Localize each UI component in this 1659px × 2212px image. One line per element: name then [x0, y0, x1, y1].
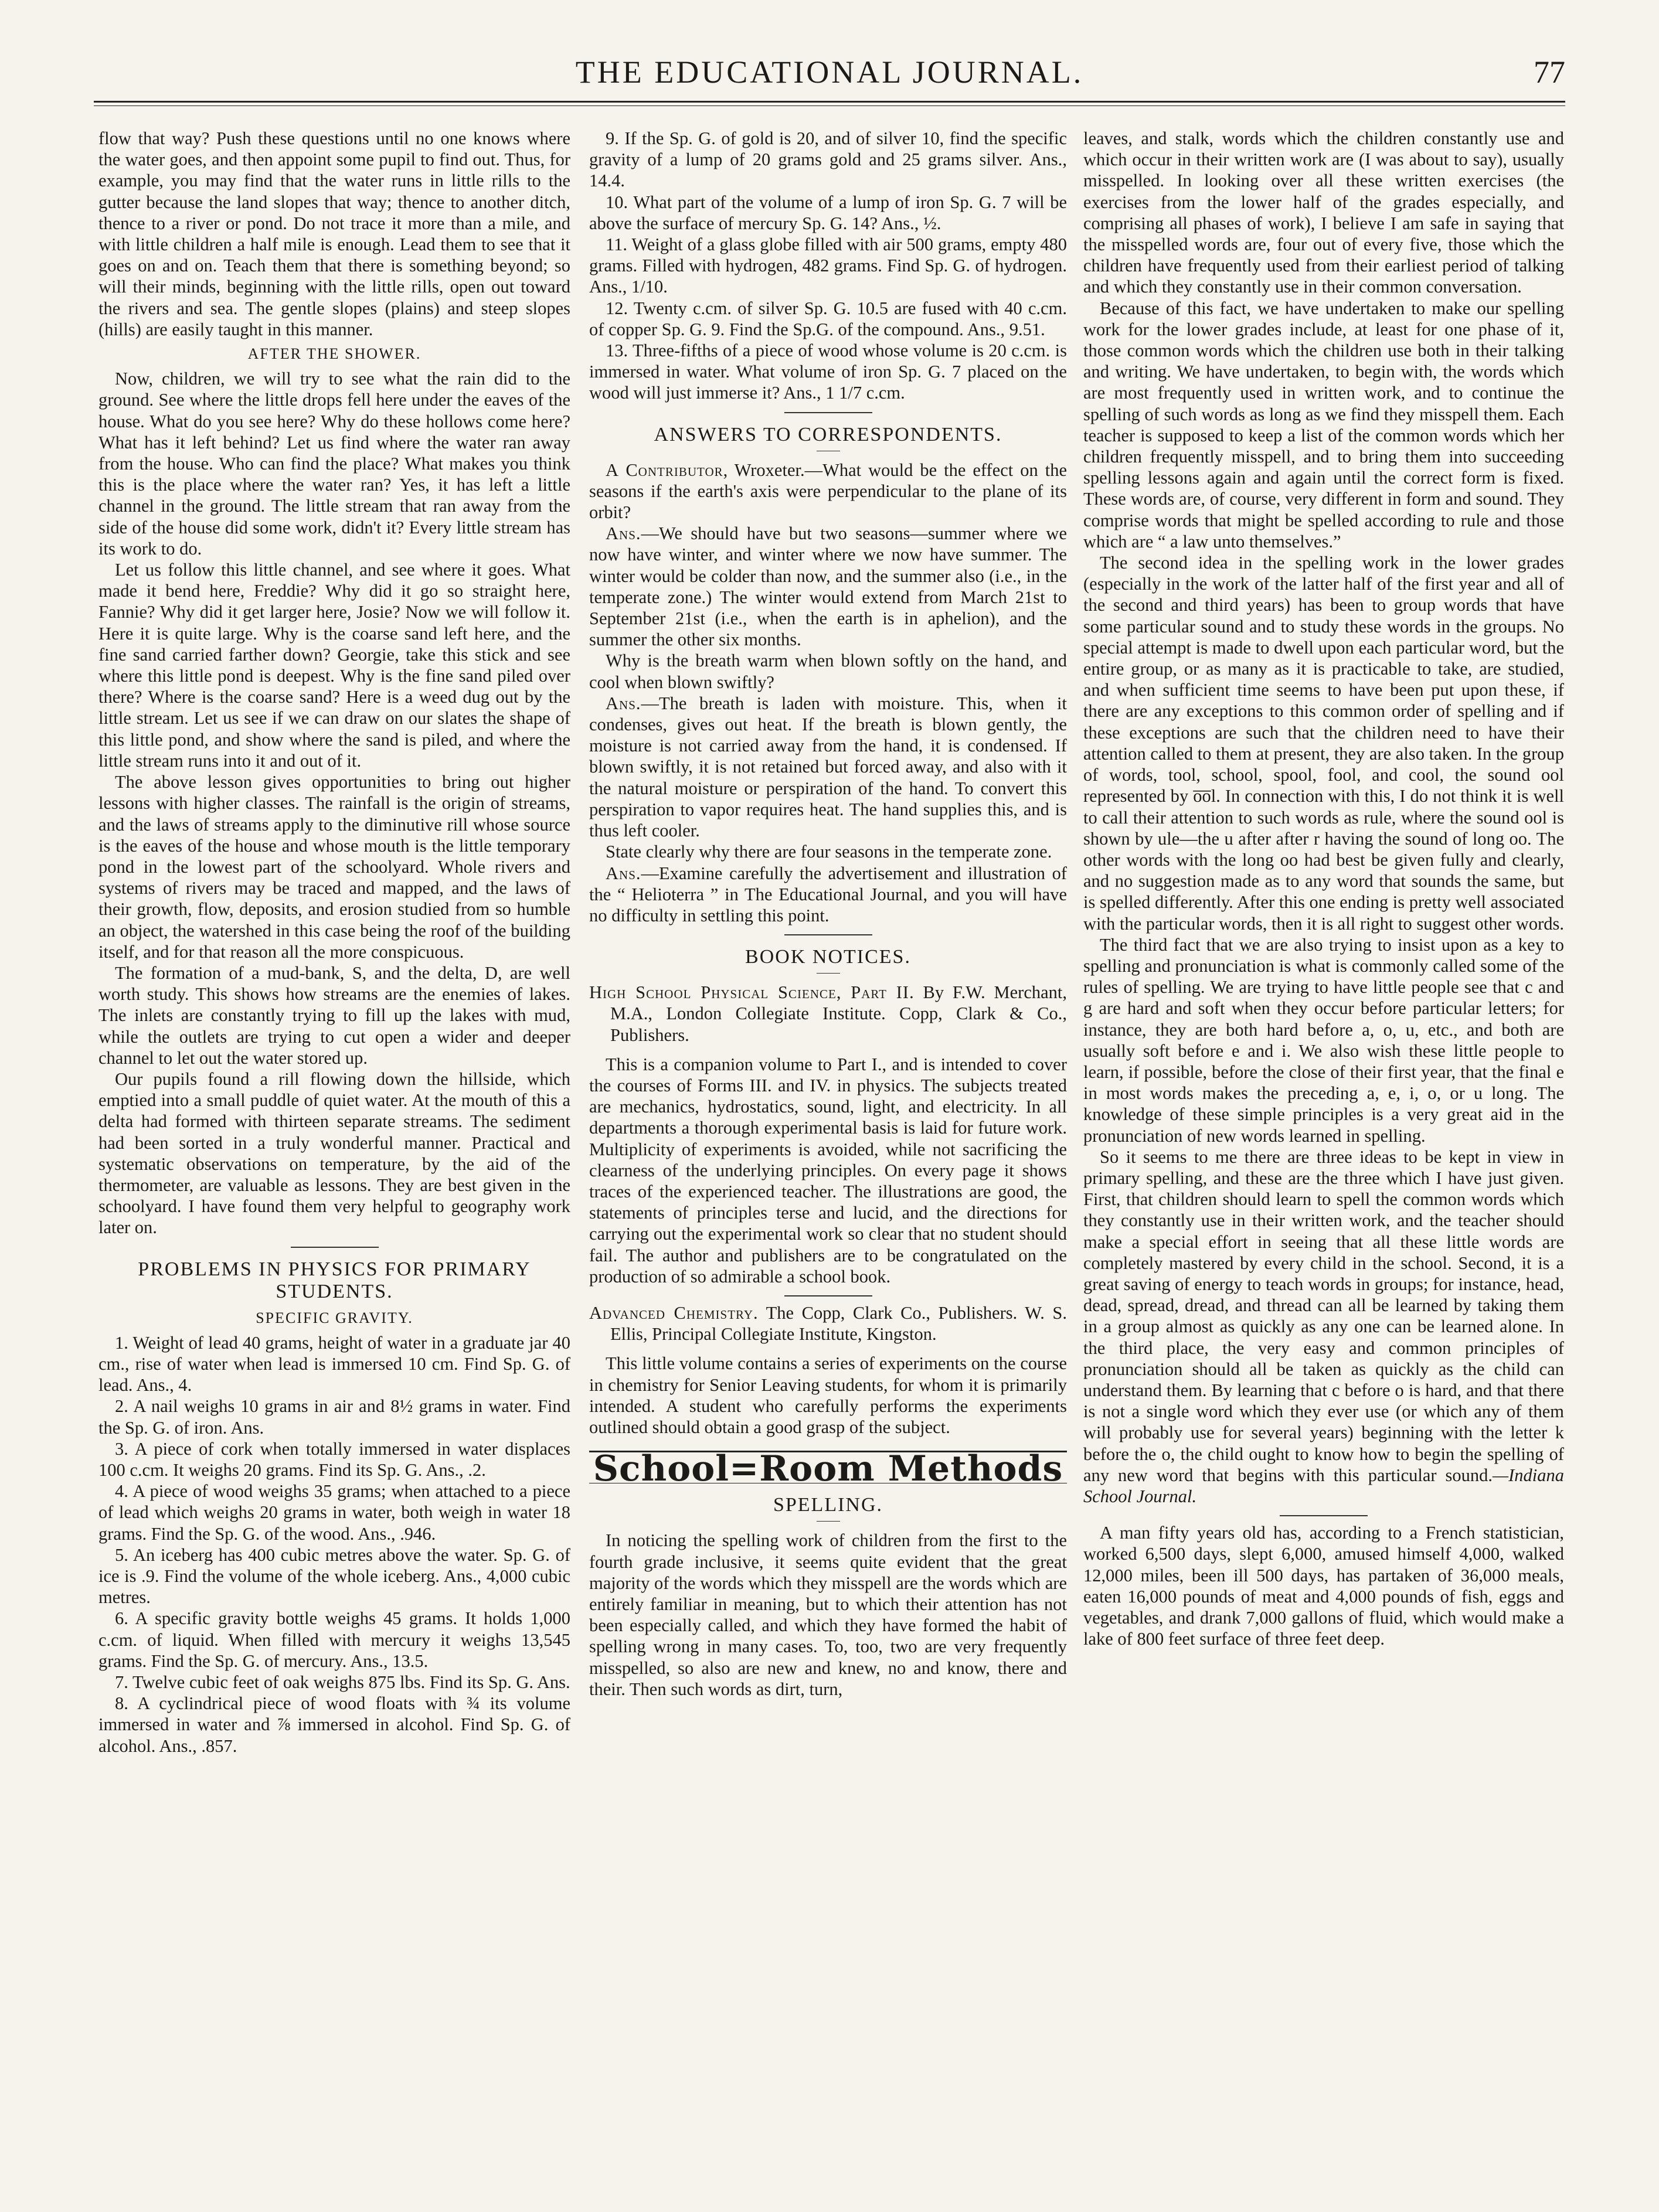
paragraph: Because of this fact, we have undertaken to make our spelling work for the lower grades include, at least for one phase of it, those common words which the children use both in their talking and writing. We have undertaken, to begin with, the words which are most frequently used in written work, and to continue the spelling of such words as long as we find they misspell them. Each teacher is supposed to keep a list of the common words which her children frequently misspell, and to bring them into succeeding spelling lessons again and again until the correct form is fixed. These words are, of course, very different in form and sound. They comprise words that might be spelled according to rule and those which are “ a law unto themselves.” — [1083, 298, 1564, 552]
header-rule — [94, 101, 1565, 103]
problem-item: 12. Twenty c.cm. of silver Sp. G. 10.5 are fused with 40 c.cm. of copper Sp. G. 9. Find the Sp.G. of the compound. Ans., 9.51. — [589, 298, 1067, 339]
paragraph: The third fact that we are also trying to insist upon as a key to spelling and pronunciation is what is commonly called some of the rules of spelling. We are trying to have little people see that c and g are hard and soft when they occur before particular letters; for instance, they are both hard before a, o, u, etc., and both are usually soft before e and i. We also wish these little people to learn, if possible, before the close of their first year, that the final e in most words makes the preceding a, e, i, o, or u long. The knowledge of these simple principles is a very great aid in the pronunciation of new words learned in spelling. — [1083, 934, 1564, 1146]
paragraph: leaves, and stalk, words which the children constantly use and which occur in their written work are (I was about to say), usually misspelled. In looking over all these written exercises (the exercises from the lower half of the grades especially, and comprising all phases of work), I believe I am safe in saying that the misspelled words are, four out of every five, those which the children have frequently used from their earliest period of talking and which they constantly use in their common conversation. — [1083, 128, 1564, 297]
book-citation — [589, 982, 1067, 1046]
book-title: High School Physical Science, Part II. — [589, 982, 915, 1003]
question: Why is the breath warm when blown softly on the hand, and cool when blown swiftly? — [589, 651, 1067, 692]
problem-item: 10. What part of the volume of a lump of iron Sp. G. 7 will be above the surface of mercury Sp. G. 14? Ans., ½. — [589, 192, 1067, 233]
problem-item: 1. Weight of lead 40 grams, height of water in a graduate jar 40 cm., rise of water when lead is immersed 10 cm. Find Sp. G. of lead. Ans., 4. — [98, 1332, 570, 1396]
paragraph: In noticing the spelling work of children from the first to the fourth grade inclusive, it seems quite evident that the great majority of the words which they misspell are the words which are entirely familiar in meaning, but to which their attention has not been especially called, and which they have formed the habit of spelling wrong in many cases. To, too, two are very frequently misspelled, so also are new and knew, no and know, there and their. Then such words as dirt, turn, — [589, 1530, 1067, 1699]
answer-label: Ans. — [606, 693, 641, 713]
section-divider — [291, 1247, 379, 1248]
problem-item: 6. A specific gravity bottle weighs 45 grams. It holds 1,000 c.cm. of liquid. When filled with mercury it weighs 13,545 grams. Find the Sp. G. of mercury. Ans., 13.5. — [98, 1608, 570, 1671]
problem-item: 2. A nail weighs 10 grams in air and 8½ grams in water. Find the Sp. G. of iron. Ans. — [98, 1396, 570, 1438]
question-text: , Wroxeter.—What would be the effect on the seasons if the earth's axis were perpendicular to the plane of its orbit? — [589, 460, 1068, 523]
problem-item: 11. Weight of a glass globe filled with air 500 grams, empty 480 grams. Filled with hydrogen, 482 grams. Find Sp. G. of hydrogen. Ans., 1/10. — [589, 234, 1067, 297]
methods-banner: School=Room Methods — [593, 1448, 1063, 1490]
section-divider — [784, 1295, 872, 1296]
paragraph-text: So it seems to me there are three ideas to be kept in view in primary spelling, and these are the three which I have just given. First, that children should learn to spell the common words which they constantly use in their written work, and the teacher should make a special effort in seeing that all these little words are completely mastered by every child in the school. Second, it is a great saving of energy to teach words in groups; for instance, head, dead, spread, dread, and thread can all be learned by taking them in a group almost as quickly as any one can be learned alone. In the third place, the very easy and common principles of pronunciation should all be taken as quickly as the child can understand them. By learning that c before o is hard, and that there is not a single word which they ever use (or which any of them will probably use for several years) beginning with the letter k before the o, the child ought to know how to begin the spelling of any new word that begins with this particular sound. — [1083, 1146, 1564, 1485]
section-divider — [784, 412, 872, 413]
problem-item: 5. An iceberg has 400 cubic metres above the water. Sp. G. of ice is .9. Find the volume of the whole iceberg. Ans., 4,000 cubic metres. — [98, 1544, 570, 1608]
paragraph: The formation of a mud-bank, S, and the delta, D, are well worth study. This shows how streams are the enemies of lakes. The inlets are constantly trying to fill up the lakes with mud, while the outlets are trying to cut open a wider and deeper channel to let out the water stored up. — [98, 962, 570, 1068]
correspondent-name: A Contributor — [606, 460, 723, 480]
book-review: This little volume contains a series of experiments on the course in chemistry for Senior Leaving students, for whom it is primarily intended. A student who carefully performs the experiments outlined should obtain a good grasp of the subject. — [589, 1353, 1067, 1437]
section-heading: BOOK NOTICES. — [745, 946, 911, 968]
paragraph — [1083, 1146, 1564, 1507]
subsection-heading: SPECIFIC GRAVITY. — [256, 1309, 413, 1326]
column-1 — [98, 128, 570, 1757]
question: State clearly why there are four seasons in the temperate zone. — [606, 842, 1052, 862]
paragraph: The second idea in the spelling work in the lower grades (especially in the work of the latter half of the first year and all of the second and third years) has been to group words that have some particular sound and to study these words in the groups. No special attempt is made to dwell upon each particular word, but the entire group, or as many as it is practicable to take, are studied, and when sufficient time seems to have been put upon these, if there are any exceptions to this common order of spelling and if these exceptions are such that the children need to have their attention called to them at present, they are also taken. In the group of words, tool, school, spool, fool, and cool, the sound ool represented by o̅o̅l. In connection with this, I do not think it is well to call their attention to such words as rule, where the sound ool is shown by ule—the u after after r having the sound of long oo. The other words with the long oo had best be given fully and clearly, and no suggestion made as to any word that sounds the same, but is spelled differently. After this one ending is pretty well associated with the particular words, then it is all right to suggest other words. — [1083, 553, 1564, 934]
problem-item: 8. A cyclindrical piece of wood floats with ¾ its volume immersed in water and ⅞ immersed in alcohol. Find Sp. G. of alcohol. Ans., .857. — [98, 1693, 570, 1756]
book-citation — [589, 1302, 1067, 1345]
paragraph: Let us follow this little channel, and see where it goes. What made it bend here, Freddie? Why did it go so straight here, Fannie? Why did it get larger here, Josie? Now we will follow it. Here it is quite large. Why is the coarse sand left here, and the fine sand carried farther down? Georgie, take this stick and see where this little pond is deepest. Why is the fine sand piled over there? Where is the coarse sand? Here is a weed dug out by the little stream. Let us see if we can draw on our slates the shape of this little pond, and show where the sand is piled, and where the little stream runs into it and out of it. — [98, 560, 570, 771]
paragraph: flow that way? Push these questions until no one knows where the water goes, and then appoint some pupil to find out. Thus, for example, you may find that the water runs in little rills to the gutter because the land slopes that way; thence to another ditch, thence to a river or pond. Do not trace it more than a mile, and with little children a half mile is enough. Lead them to see that it goes on and on. Teach them that there is something beyond; so will their minds, beginning with the little rills, open out toward the rivers and sea. The gentle slopes (plains) and steep slopes (hills) are easily taught in this manner. — [98, 128, 570, 339]
problem-item: 9. If the Sp. G. of gold is 20, and of silver 10, find the specific gravity of a lump of 20 grams gold and 25 grams silver. Ans., 14.4. — [589, 128, 1067, 191]
problem-item: 3. A piece of cork when totally immersed in water displaces 100 c.cm. It weighs 20 grams. Find its Sp. G. Ans., .2. — [98, 1438, 570, 1480]
section-heading: ANSWERS TO CORRESPONDENTS. — [654, 423, 1002, 445]
book-meta: By F.W. Merchant, M.A., London Collegiate Institute. Copp, Clark & Co., Publishers. — [610, 982, 1067, 1045]
section-divider — [784, 934, 872, 935]
short-divider — [817, 973, 840, 974]
section-divider — [1280, 1515, 1368, 1516]
question — [589, 460, 1067, 523]
column-3 — [1083, 128, 1564, 1649]
book-meta: The Copp, Clark Co., Publishers. W. S. Ellis, Principal Collegiate Institute, Kingston. — [610, 1302, 1067, 1345]
page-header — [94, 54, 1565, 95]
section-heading: AFTER THE SHOWER. — [247, 345, 421, 363]
source-credit: —Indiana School Journal. — [1083, 1465, 1564, 1506]
paragraph: A man fifty years old has, according to a French statistician, worked 6,500 days, slept 6,000, amused himself 4,000, walked 12,000 miles, been ill 500 days, has partaken of 36,000 meals, eaten 16,000 pounds of meat and 4,000 pounds of fish, eggs and vegetables, and drank 7,000 gallons of fluid, which would make a lake of 800 feet surface of three feet deep. — [1083, 1523, 1564, 1649]
journal-title: THE EDUCATIONAL JOURNAL. — [575, 55, 1084, 90]
paragraph: Our pupils found a rill flowing down the hillside, which emptied into a small puddle of quiet water. At the mouth of this a delta had formed with thirteen separate streams. The sediment had been sorted in a truly wonderful manner. Practical and systematic observations on temperature, by the aid of the thermometer, are valuable as lessons. They are best given in the schoolyard. I have found them very helpful to geography work later on. — [98, 1068, 570, 1238]
answer — [589, 863, 1067, 927]
answer-text: —We should have but two seasons—summer where we now have winter, and winter where we now have summer. The winter would be colder than now, and the summer also (i.e., in the temperate zone.) The winter would extend from March 21st to September 21st (i.e., when the earth is in aphelion), and the summer the other six months. — [589, 523, 1067, 650]
section-heading: SPELLING. — [773, 1494, 883, 1516]
answer-text: —Examine carefully the advertisement and illustration of the “ Helioterra ” in The Educational Journal, and you will have no difficulty in settling this point. — [589, 863, 1067, 925]
book-review: This is a companion volume to Part I., and is intended to cover the courses of Forms III. and IV. in physics. The subjects treated are mechanics, hydrostatics, sound, light, and electricity. In all departments a thorough experimental basis is laid for future work. Multiplicity of experiments is avoided, while not sacrificing the clearness of the underlying principles. On every page it shows traces of the experienced teacher. The illustrations are good, the statements of principles terse and lucid, and the directions for carrying out the experimental work so clear that no student should fail. The author and publishers are to be congratulated on the production of so admirable a school book. — [589, 1054, 1067, 1287]
short-divider — [817, 1521, 840, 1522]
answer — [589, 523, 1067, 650]
book-title: Advanced Chemistry. — [589, 1302, 759, 1323]
answer-label: Ans. — [606, 863, 641, 883]
paragraph: Now, children, we will try to see what the rain did to the ground. See where the little drops fell here under the eaves of the house. What do you see here? Why do these hollows come here? What has it left behind? Let us find where the water ran away from the house. Who can find the place? What makes you think this is the place where the water ran? Yes, it has left a little channel in the ground. The little stream that ran away from the side of the house did some work, didn't it? Every little stream has its work to do. — [98, 369, 570, 559]
column-2 — [589, 128, 1067, 1700]
problem-item: 7. Twelve cubic feet of oak weighs 875 lbs. Find its Sp. G. Ans. — [115, 1672, 570, 1693]
problem-item: 13. Three-fifths of a piece of wood whose volume is 20 c.cm. is immersed in water. What volume of iron Sp. G. 7 placed on the wood will just immerse it? Ans., 1 1/7 c.cm. — [589, 341, 1067, 403]
page-number: 77 — [1534, 55, 1565, 90]
problem-item: 4. A piece of wood weighs 35 grams; when attached to a piece of lead which weighs 20 grams in water, both weigh in water 18 grams. Find the Sp. G. of the wood. Ans., .946. — [98, 1481, 570, 1544]
paragraph: The above lesson gives opportunities to bring out higher lessons with higher classes. The rainfall is the origin of streams, and the laws of streams apply to the diminutive rill whose source is the eaves of the house and whose mouth is the little temporary pond in the lowest part of the schoolyard. Whole rivers and systems of rivers may be traced and mapped, and the laws of their growth, flow, deposits, and erosion studied from so humble an object, the watershed in this case being the roof of the building itself, and for that reason all the more conspicuous. — [98, 772, 570, 962]
section-heading: PROBLEMS IN PHYSICS FOR PRIMARY STUDENTS. — [138, 1258, 531, 1302]
answer — [589, 693, 1067, 841]
answer-label: Ans. — [606, 523, 641, 544]
answer-text: —The breath is laden with moisture. This, when it condenses, gives out heat. If the breath is blown gently, the moisture is not carried away from the hand, it is condensed. If blown swiftly, it is not retained but forced away, and also with it the natural moisture or perspiration of the hand. To convert this perspiration to vapor requires heat. The hand supplies this, and is thus left cooler. — [589, 693, 1067, 841]
